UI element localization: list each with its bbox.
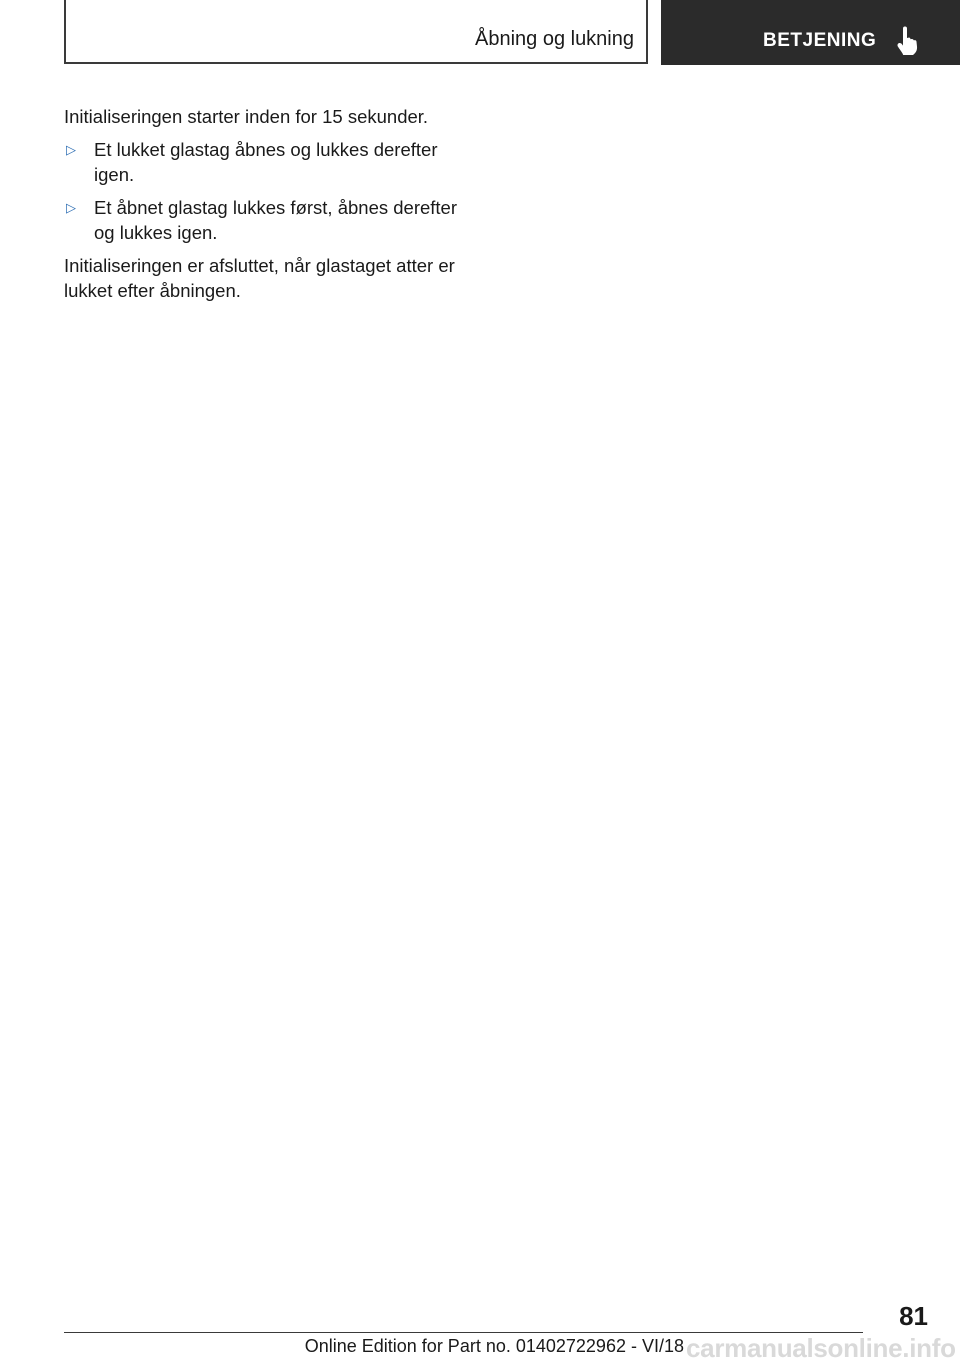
bullet-list [64,137,474,245]
page-number: 81 [899,1301,928,1331]
list-item [64,195,474,245]
section-title: Åbning og lukning [474,28,634,50]
conclusion-paragraph: Initialiseringen er afsluttet, når glastaget atter er lukket efter åbningen. [64,255,455,301]
chapter-tab [661,0,960,65]
triangle-bullet-icon: ▷ [66,142,76,157]
list-item [64,137,474,187]
pointing-hand-icon [895,26,919,56]
list-item-text: Et åbnet glastag lukkes først, åbnes derefter og lukkes igen. [94,197,457,243]
list-item-text: Et lukket glastag åbnes og lukkes derefter igen. [94,139,438,185]
body-text [64,104,474,311]
intro-paragraph: Initialiseringen starter inden for 15 sekunder. [64,106,429,127]
chapter-label: BETJENING [763,30,877,51]
triangle-bullet-icon: ▷ [66,200,76,215]
header-section-box [64,0,648,64]
watermark: carmanualsonline.info [686,1333,956,1363]
edition-note: Online Edition for Part no. 01402722962 - VI/18 [304,1336,684,1356]
